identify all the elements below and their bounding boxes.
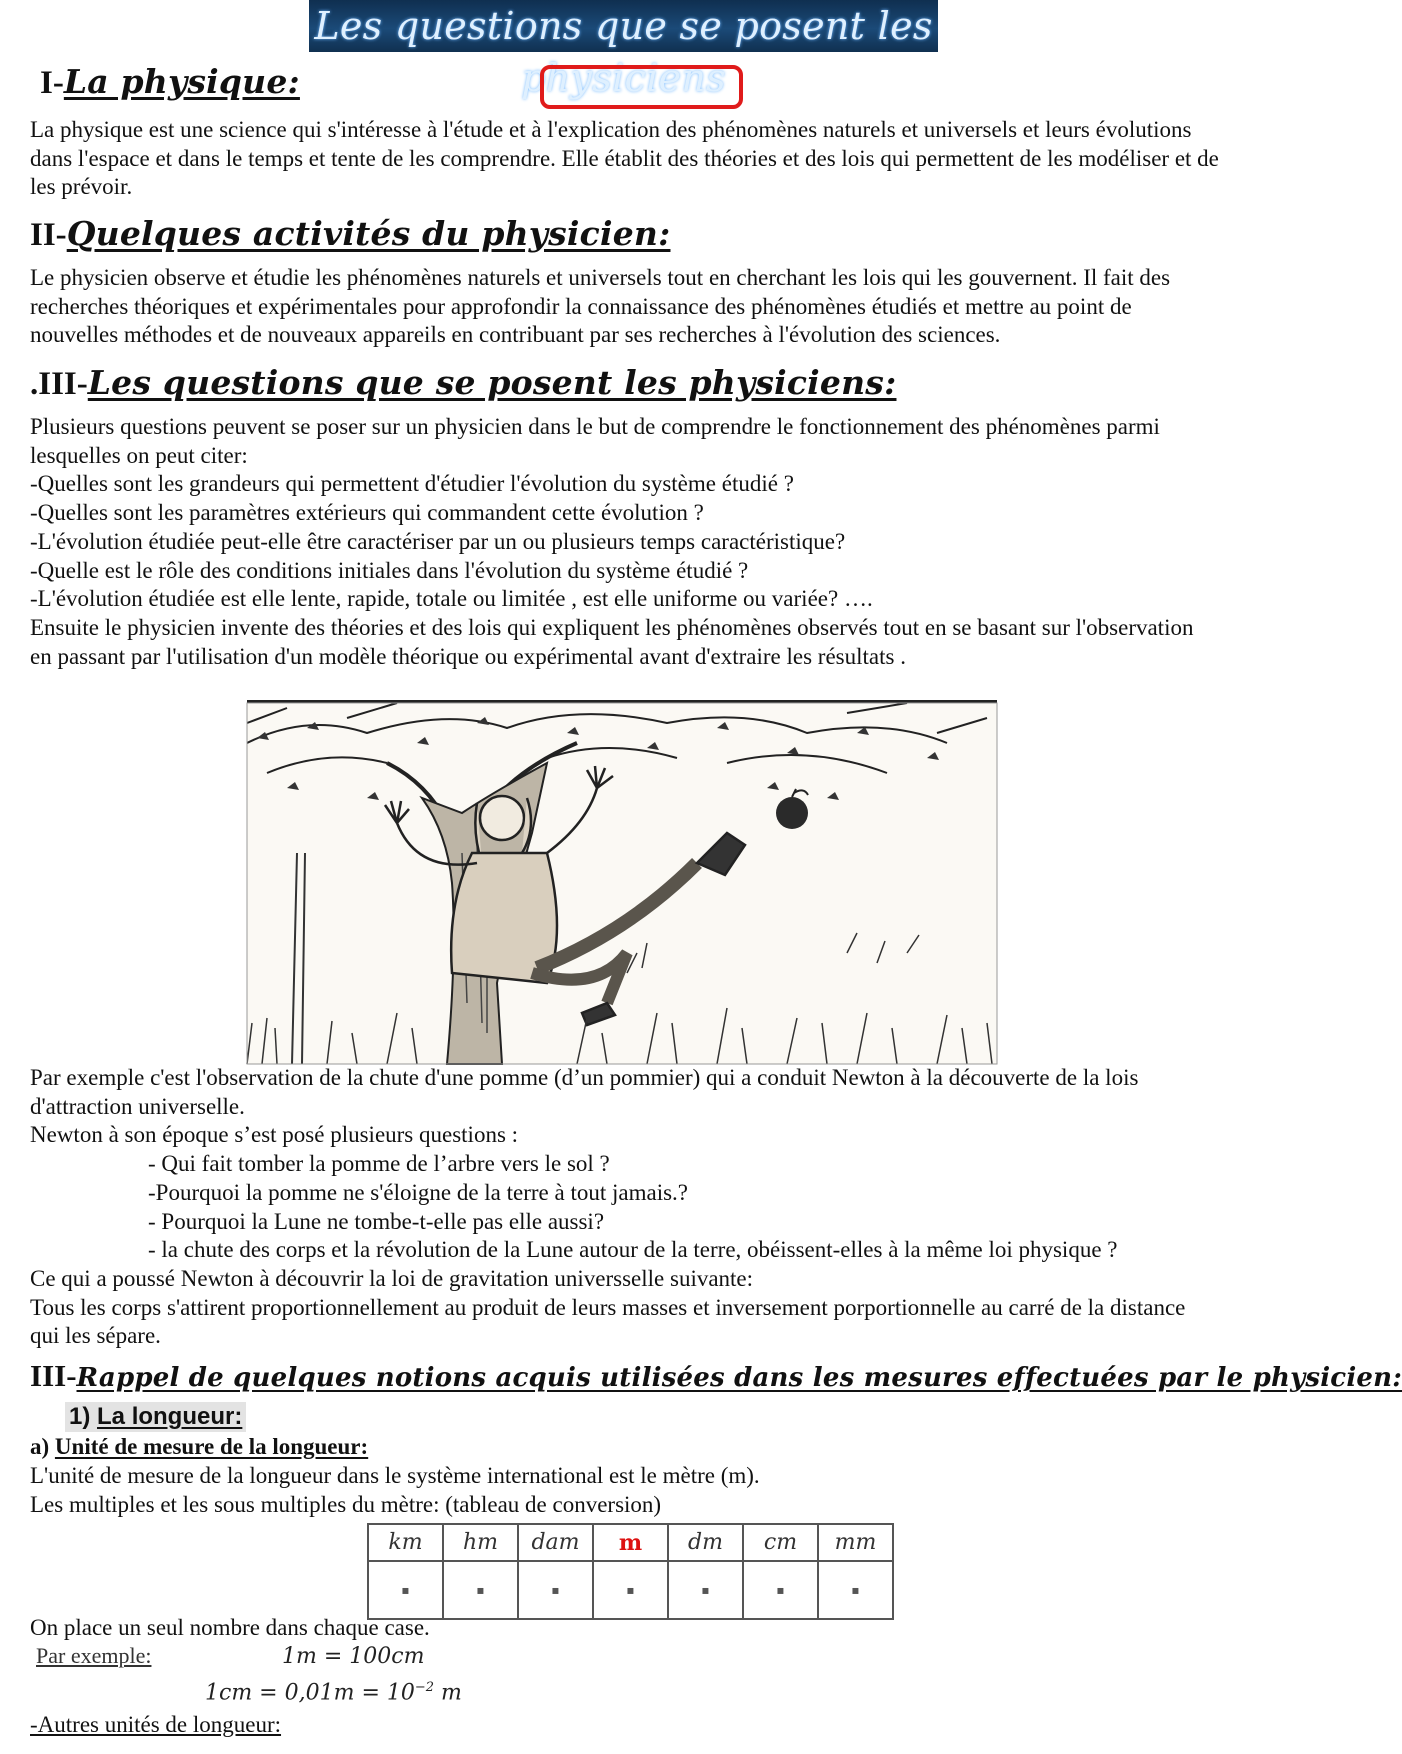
table-cell: ▪: [443, 1561, 518, 1619]
formula-2-unit: m: [434, 1680, 462, 1706]
questions-block: [30, 413, 1220, 671]
question-item: -L'évolution étudiée peut-elle être caractériser par un ou plusieurs temps caractéristique?: [30, 528, 846, 554]
section-3-number: III-: [38, 366, 88, 402]
newton-question: - Qui fait tomber la pomme de l’arbre vers le sol ?: [148, 1151, 610, 1177]
unit-dm: dm: [668, 1524, 743, 1561]
banner-title: Les questions que se posent les physiciens: [309, 0, 938, 52]
section-4-number: III-: [30, 1358, 77, 1393]
paragraph-activites: Le physicien observe et étudie les phénomènes naturels et universels tout en cherchant les lois qui les gouvernent. Il fait des recherches théoriques et expérimentales pour approfondir la connaissance des phénomènes étudiés et mettre au point de nouvelles méthodes et de nouveaux appareils en contribuant par ses recherches à l'évolution des sciences.: [30, 265, 1171, 348]
autres-unites-heading: -Autres unités de longueur:: [30, 1712, 282, 1737]
section-3-prefix: .: [30, 366, 39, 402]
table-cell: ▪: [593, 1561, 668, 1619]
paragraph-conclusion: Ensuite le physicien invente des théories et des lois qui expliquent les phénomènes observés tout en se basant sur l'observation en passant par l'utilisation d'un modèle théorique ou expérimental avant d'extraire les résultats .: [30, 614, 1194, 669]
paragraph-une-case: On place un seul nombre dans chaque case.: [30, 1615, 430, 1640]
paragraph-gravitation-law: Tous les corps s'attirent proportionnellement au produit de leurs masses et inversement porportionnelle au carré de la distance qui les sépare.: [30, 1294, 1186, 1349]
section-3-title: Les questions que se posent les physiciens:: [87, 363, 897, 402]
subsection-number: 1): [69, 1403, 91, 1430]
conversion-table: [367, 1523, 894, 1620]
unit-hm: hm: [443, 1524, 518, 1561]
formula-1: 1m = 100cm: [282, 1644, 425, 1669]
question-item: -L'évolution étudiée est elle lente, rapide, totale ou limitée , est elle uniforme ou variée? ….: [30, 586, 873, 612]
unit-paragraphs: [30, 1462, 1220, 1519]
table-cell: ▪: [518, 1561, 593, 1619]
section-3-heading: [30, 363, 896, 403]
section-2-heading: [30, 214, 670, 254]
newton-question: - Pourquoi la Lune ne tombe-t-elle pas elle aussi?: [148, 1208, 605, 1234]
table-cell: ▪: [668, 1561, 743, 1619]
paragraph-newton-example: Par exemple c'est l'observation de la chute d'une pomme (d’un pommier) qui a conduit Newton à la découverte de la lois d'attraction universelle.: [30, 1065, 1139, 1119]
unit-m: m: [593, 1524, 668, 1561]
section-2-title: Quelques activités du physicien:: [66, 214, 671, 253]
newton-block: [30, 1064, 1220, 1351]
highlight-box: [540, 65, 743, 109]
paragraph-multiples: Les multiples et les sous multiples du mètre: (tableau de conversion): [30, 1491, 662, 1517]
section-1-heading: [40, 62, 300, 102]
subsection-a-title: Unité de mesure de la longueur:: [54, 1434, 369, 1459]
paragraph-intro: Plusieurs questions peuvent se poser sur un physicien dans le but de comprendre le fonctionnement des phénomènes parmi lesquelles on peut citer:: [30, 414, 1160, 468]
table-cell: ▪: [743, 1561, 818, 1619]
example-label: Par exemple:: [36, 1643, 152, 1668]
subsection-a-number: a): [30, 1434, 50, 1459]
formula-2-exponent: −2: [414, 1680, 435, 1695]
unit-cm: cm: [743, 1524, 818, 1561]
conversion-table-header: [368, 1524, 893, 1561]
subsection-title: La longueur:: [97, 1403, 243, 1430]
paragraph-newton-questions-intro: Newton à son époque s’est posé plusieurs questions :: [30, 1122, 519, 1148]
subsection-longueur: [65, 1402, 246, 1432]
paragraph-gravitation-intro: Ce qui a poussé Newton à découvrir la loi de gravitation universselle suivante:: [30, 1265, 754, 1291]
section-1-number: I-: [40, 65, 64, 101]
section-4-title: Rappel de quelques notions acquis utilisées dans les mesures effectuées par le physicien:: [76, 1363, 1402, 1393]
conversion-table-row: [368, 1561, 893, 1619]
table-cell: ▪: [368, 1561, 443, 1619]
formula-2: [205, 1680, 462, 1705]
section-4-heading: [30, 1358, 1402, 1394]
question-item: -Quelles sont les paramètres extérieurs qui commandent cette évolution ?: [30, 500, 704, 526]
unit-km: km: [368, 1524, 443, 1561]
unit-dam: dam: [518, 1524, 593, 1561]
subsection-unite: [30, 1434, 368, 1460]
newton-apple-illustration: [247, 700, 997, 1064]
table-cell: ▪: [818, 1561, 893, 1619]
section-2-number: II-: [30, 217, 67, 253]
newton-question: - la chute des corps et la révolution de la Lune autour de la terre, obéissent-elles à la même loi physique ?: [148, 1237, 1118, 1263]
newton-question: -Pourquoi la pomme ne s'éloigne de la terre à tout jamais.?: [148, 1179, 689, 1205]
formula-2-base: 1cm = 0,01m = 10: [205, 1680, 415, 1706]
question-item: -Quelle est le rôle des conditions initiales dans l'évolution du système étudié ?: [30, 557, 749, 583]
section-1-title: La physique:: [63, 62, 300, 101]
paragraph-physique: La physique est une science qui s'intéresse à l'étude et à l'explication des phénomènes naturels et universels et leurs évolutions dans l'espace et dans le temps et tente de les comprendre. Elle établit des théories et des lois qui permettent de les modéliser et de les prévoir.: [30, 117, 1219, 200]
question-item: -Quelles sont les grandeurs qui permettent d'étudier l'évolution du système étudié ?: [30, 471, 794, 497]
paragraph-unite-si: L'unité de mesure de la longueur dans le système international est le mètre (m).: [30, 1463, 760, 1488]
unit-mm: mm: [818, 1524, 893, 1561]
